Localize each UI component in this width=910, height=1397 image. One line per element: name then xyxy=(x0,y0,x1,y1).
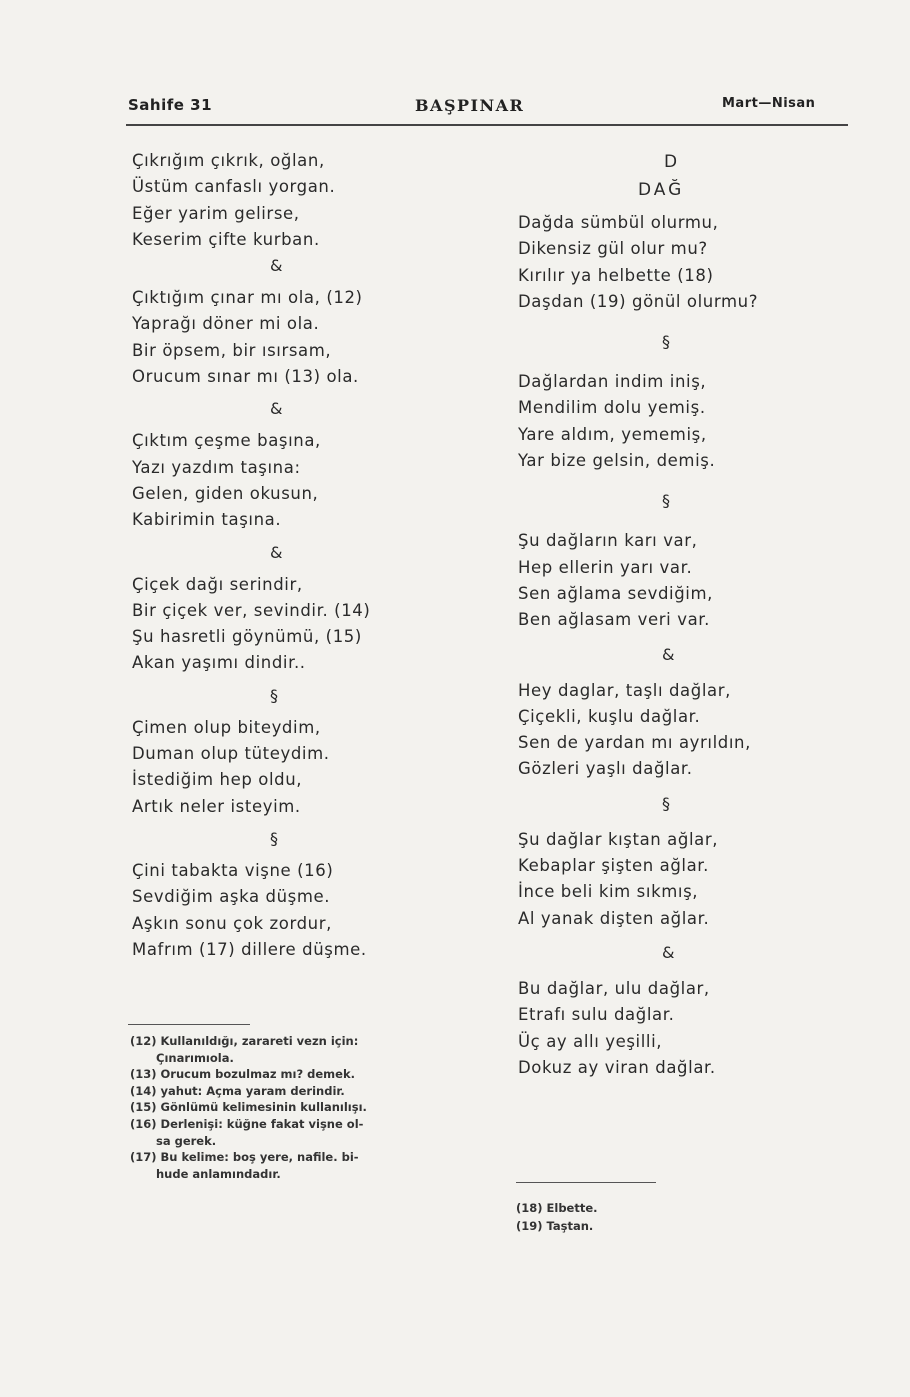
verse-line: Bir çiçek ver, sevindir. (14) xyxy=(132,600,371,620)
stanza-separator: & xyxy=(270,256,283,276)
verse-line: Gelen, giden okusun, xyxy=(132,483,319,503)
stanza xyxy=(132,428,442,533)
verse-line: Duman olup tüteydim. xyxy=(132,744,330,764)
footnote-continuation: Çınarımıola. xyxy=(156,1050,234,1065)
footnote: (12) Kullanıldığı, zarareti vezn için: xyxy=(130,1034,359,1048)
footnote: (13) Orucum bozulmaz mı? demek. xyxy=(130,1067,355,1082)
footnote-rule xyxy=(128,1024,250,1025)
verse-line: Sen de yardan mı ayrıldın, xyxy=(518,733,751,753)
verse-line: Bu dağlar, ulu dağlar, xyxy=(518,978,710,998)
verse-line: Yare aldım, yememiş, xyxy=(518,424,707,444)
footnotes-right xyxy=(516,1199,598,1235)
verse-line: Kırılır ya helbette (18) xyxy=(518,265,714,285)
right-column xyxy=(518,148,818,1081)
verse-line: Üstüm canfaslı yorgan. xyxy=(132,177,336,197)
stanza xyxy=(518,369,818,474)
verse-line: Artık neler isteyim. xyxy=(132,796,301,816)
stanza xyxy=(132,148,442,253)
verse-line: Hey daglar, taşlı dağlar, xyxy=(518,680,731,700)
verse-line: Gözleri yaşlı dağlar. xyxy=(518,759,693,779)
footnote: (14) yahut: Açma yaram derindir. xyxy=(130,1083,345,1098)
footnote-continuation: sa gerek. xyxy=(156,1133,217,1148)
verse-line: Şu dağlar kıştan ağlar, xyxy=(518,829,719,849)
verse-line: Kebaplar şişten ağlar. xyxy=(518,856,710,876)
stanza xyxy=(518,827,818,932)
verse-line: Daşdan (19) gönül olurmu? xyxy=(518,291,759,311)
verse-line: Mendilim dolu yemiş. xyxy=(518,398,706,418)
header-rule xyxy=(126,124,848,126)
stanza xyxy=(132,572,442,677)
footnote: (19) Taştan. xyxy=(516,1219,594,1233)
stanza-separator: § xyxy=(662,793,670,813)
stanza-separator: § xyxy=(662,332,670,352)
verse-line: İnce beli kim sıkmış, xyxy=(518,882,699,902)
verse-line: Ben ağlasam veri var. xyxy=(518,610,710,630)
verse-line: Sen ağlama sevdiğim, xyxy=(518,583,713,603)
verse-line: Şu dağların karı var, xyxy=(518,531,698,551)
footnote-rule xyxy=(516,1182,656,1183)
verse-line: Yaprağı döner mi ola. xyxy=(132,314,320,334)
verse-line: Etrafı sulu dağlar. xyxy=(518,1005,675,1025)
stanza-separator: & xyxy=(270,399,283,419)
verse-line: Yar bize gelsin, demiş. xyxy=(518,451,716,471)
verse-line: Çiçek dağı serindir, xyxy=(132,574,303,594)
footnote: (15) Gönlümü kelimesinin kullanılışı. xyxy=(130,1100,367,1115)
left-column xyxy=(132,148,442,963)
poem-title: DAĞ xyxy=(638,180,685,200)
footnote: (16) Derlenişi: küğne fakat vişne ol- xyxy=(130,1116,364,1131)
verse-line: Akan yaşımı dindir.. xyxy=(132,653,306,673)
stanza-separator: § xyxy=(662,491,670,511)
verse-line: Hep ellerin yarı var. xyxy=(518,557,693,577)
verse-line: Dağlardan indim iniş, xyxy=(518,372,707,392)
stanza xyxy=(518,976,818,1081)
verse-line: Çıktığım çınar mı ola, (12) xyxy=(132,288,363,308)
verse-line: Sevdiğim aşka düşme. xyxy=(132,887,331,907)
verse-line: Al yanak dişten ağlar. xyxy=(518,908,710,928)
verse-line: Yazı yazdım taşına: xyxy=(132,457,301,477)
stanza xyxy=(518,210,818,315)
verse-line: Kabirimin taşına. xyxy=(132,510,282,530)
verse-line: Bir öpsem, bir ısırsam, xyxy=(132,340,332,360)
verse-line: Dokuz ay viran dağlar. xyxy=(518,1057,716,1077)
verse-line: Şu hasretli göynümü, (15) xyxy=(132,627,362,647)
verse-line: Dikensiz gül olur mu? xyxy=(518,239,708,259)
stanza-separator: & xyxy=(662,942,675,962)
section-letter: D xyxy=(664,152,681,172)
verse-line: Çıkrığım çıkrık, oğlan, xyxy=(132,151,325,170)
verse-line: Çiçekli, kuşlu dağlar. xyxy=(518,706,701,726)
verse-line: İstediğim hep oldu, xyxy=(132,770,303,790)
journal-title: BAŞPINAR xyxy=(415,96,525,115)
verse-line: Çimen olup biteydim, xyxy=(132,717,321,737)
verse-line: Orucum sınar mı (13) ola. xyxy=(132,367,359,387)
footnotes-left xyxy=(130,1033,367,1182)
verse-line: Çıktım çeşme başına, xyxy=(132,431,321,451)
stanza xyxy=(518,528,818,633)
stanza-separator: § xyxy=(270,685,278,705)
footnote-continuation: hude anlamındadır. xyxy=(156,1166,281,1181)
stanza-separator: & xyxy=(662,644,675,664)
stanza xyxy=(132,858,442,963)
verse-line: Çini tabakta vişne (16) xyxy=(132,860,334,880)
verse-line: Aşkın sonu çok zordur, xyxy=(132,913,332,933)
verse-line: Mafrım (17) dillere düşme. xyxy=(132,939,367,959)
verse-line: Üç ay allı yeşilli, xyxy=(518,1031,663,1051)
stanza xyxy=(132,285,442,390)
verse-line: Keserim çifte kurban. xyxy=(132,229,320,249)
issue-date: Mart—Nisan xyxy=(722,96,816,111)
page-number: Sahife 31 xyxy=(128,96,213,114)
stanza xyxy=(518,678,818,783)
stanza-separator: § xyxy=(270,828,278,848)
footnote: (18) Elbette. xyxy=(516,1201,598,1215)
stanza-separator: & xyxy=(270,542,283,562)
stanza xyxy=(132,715,442,820)
footnote: (17) Bu kelime: boş yere, nafile. bi- xyxy=(130,1150,359,1165)
verse-line: Dağda sümbül olurmu, xyxy=(518,213,719,232)
verse-line: Eğer yarim gelirse, xyxy=(132,203,300,223)
